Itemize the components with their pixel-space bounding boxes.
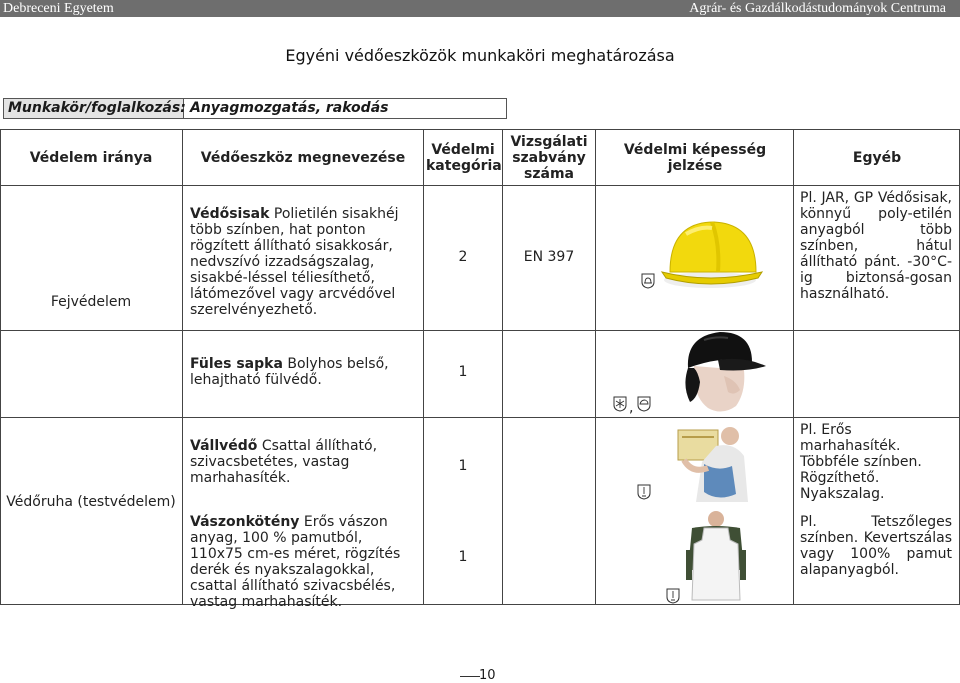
helmet-category: 2 — [458, 249, 468, 265]
helmet-standard: EN 397 — [523, 249, 575, 265]
row-line-helmet — [0, 330, 960, 331]
marking-separator: , — [629, 400, 634, 416]
shoulder-pictogram-icon — [637, 484, 651, 500]
col-head-category: Védelmi kategória — [426, 142, 502, 174]
col-head-standard: Vizsgálati szabvány száma — [510, 134, 588, 182]
cap-category: 1 — [458, 364, 468, 380]
helmet-name: Védősisak — [190, 206, 270, 222]
direction-body: Védőruha (testvédelem) — [6, 494, 176, 510]
shoulder-pad-image — [674, 422, 754, 506]
helmet-description — [190, 206, 418, 318]
footer-dash-left — [460, 676, 480, 677]
col-line-0 — [0, 129, 1, 605]
headgear-pictogram-icon — [637, 396, 651, 412]
col-head-marking: Védelmi képesség jelzése — [623, 142, 767, 174]
cap-description — [190, 356, 418, 388]
apron-description — [190, 514, 418, 610]
shoulder-desc: Csattal állítható, szivacsbetétes, vastag marhahasíték. — [190, 438, 378, 486]
col-line-1 — [182, 129, 183, 605]
col-line-3 — [502, 129, 503, 605]
row-line-section — [0, 417, 960, 418]
shoulder-description — [190, 438, 418, 486]
winter-cap-image — [664, 326, 774, 414]
apron-other: Pl. Tetszőleges színben. Kevertszálas vagy 100% pamut alapanyagból. — [800, 514, 952, 578]
col-head-other: Egyéb — [852, 150, 902, 166]
yellow-helmet-image — [660, 214, 764, 294]
col-head-direction: Védelem iránya — [29, 150, 153, 166]
col-line-4 — [595, 129, 596, 605]
cold-pictogram-icon — [613, 396, 627, 412]
header-bottom-line — [0, 185, 960, 186]
header-left: Debreceni Egyetem — [3, 1, 114, 16]
col-line-2 — [423, 129, 424, 605]
col-head-device: Védőeszköz megnevezése — [200, 150, 406, 166]
apron-name: Vászonkötény — [190, 514, 300, 530]
shoulder-other-text: Pl. Erős marhahasíték. Többféle színben. Rögzíthető. Nyakszalag. — [800, 422, 922, 502]
job-value: Anyagmozgatás, rakodás — [190, 100, 389, 116]
apron-pictogram-icon — [666, 588, 680, 604]
helmet-desc: Polietilén sisakhéj több színben, hat ponton rögzített állítható sisakkosár, nedvszívó izzadságszalag, sisakbé-léssel téliesíthető, látómezővel vagy arcvédővel szerelvényezhető. — [190, 206, 399, 318]
cap-desc: Bolyhos belső, lehajtható fülvédő. — [190, 356, 389, 388]
direction-head: Fejvédelem — [50, 294, 132, 310]
col-line-5 — [793, 129, 794, 605]
cap-name: Füles sapka — [190, 356, 283, 372]
shoulder-name: Vállvédő — [190, 438, 258, 454]
helmet-pictogram-icon — [641, 273, 655, 289]
shoulder-category: 1 — [458, 458, 468, 474]
apron-desc: Erős vászon anyag, 100 % pamutból, 110x75 cm-es méret, rögzítés derék és nyakszalagokkal, csattal állítható szivacsbélés, vastag marhahasíték. — [190, 514, 401, 610]
header-right: Agrár- és Gazdálkodástudományok Centruma — [689, 1, 946, 16]
canvas-apron-image — [682, 510, 750, 602]
helmet-other: Pl. JAR, GP Védősisak, könnyű poly-etilén anyagból több színben, hátul állítható pánt. -30°C-ig biztonsá-gosan használható. — [800, 190, 952, 302]
table-bottom-line — [0, 604, 960, 605]
page-number: 10 — [479, 668, 496, 683]
job-label: Munkakör/foglalkozás: — [4, 99, 184, 118]
shoulder-other — [800, 422, 952, 502]
table-top-line — [0, 129, 960, 130]
apron-category: 1 — [458, 549, 468, 565]
page-title: Egyéni védőeszközök munkaköri meghatározása — [285, 46, 675, 65]
